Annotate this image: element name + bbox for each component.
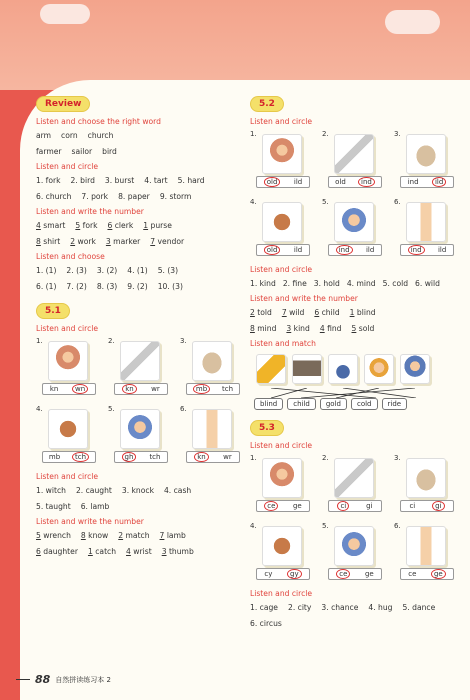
item-number: 6. bbox=[394, 522, 401, 530]
answer-item: 1. kind bbox=[250, 279, 276, 288]
answer-item: 3. (2) bbox=[96, 266, 118, 275]
item-picture bbox=[262, 526, 302, 566]
option-text: ind bbox=[358, 177, 375, 187]
answer-number: 8 bbox=[80, 531, 86, 540]
answer-word: clerk bbox=[114, 221, 134, 230]
answer-word: daughter bbox=[43, 547, 78, 556]
footer-rule bbox=[16, 679, 30, 680]
picture-item bbox=[322, 522, 388, 584]
answer-number: 2 bbox=[70, 237, 76, 246]
option-box bbox=[328, 176, 382, 188]
answer-item: 2. bird bbox=[70, 176, 95, 185]
answer-word: work bbox=[77, 237, 96, 246]
picture-grid bbox=[250, 130, 450, 260]
number-answer bbox=[143, 220, 172, 231]
picture-item bbox=[394, 522, 460, 584]
match-word: ride bbox=[382, 398, 408, 410]
answer-word: fork bbox=[82, 221, 98, 230]
option-text: ge bbox=[431, 569, 446, 579]
answer-word: smart bbox=[43, 221, 66, 230]
number-answer bbox=[81, 530, 108, 541]
right-column bbox=[250, 96, 450, 634]
answer-number: 4 bbox=[319, 324, 325, 333]
answer-row bbox=[36, 220, 236, 231]
answer-item: 7. (2) bbox=[66, 282, 87, 291]
section-heading: Listen and circle bbox=[250, 589, 313, 598]
item-number: 2. bbox=[322, 130, 329, 138]
answer-item: 7. pork bbox=[81, 192, 109, 201]
item-picture bbox=[334, 526, 374, 566]
number-answer bbox=[107, 220, 133, 231]
item-number: 6. bbox=[394, 198, 401, 206]
answer-number: 1 bbox=[143, 221, 149, 230]
answer-number: 7 bbox=[281, 308, 287, 317]
option-box bbox=[256, 244, 310, 256]
answer-item: 1. cage bbox=[250, 603, 278, 612]
item-picture bbox=[334, 134, 374, 174]
section-heading: Listen and circle bbox=[250, 265, 313, 274]
number-answer bbox=[160, 530, 186, 541]
top-band bbox=[0, 0, 470, 90]
answer-number: 6 bbox=[107, 221, 113, 230]
section-heading: Listen and circle bbox=[36, 472, 99, 481]
answer-item: 5. cold bbox=[382, 279, 409, 288]
answer-number: 6 bbox=[36, 547, 41, 556]
answer-row bbox=[36, 191, 236, 202]
answer-word: thumb bbox=[168, 547, 194, 556]
item-number: 4. bbox=[36, 405, 43, 413]
option-box bbox=[328, 244, 382, 256]
answer-word: lamb bbox=[166, 531, 186, 540]
picture-item bbox=[250, 198, 316, 260]
answer-number: 6 bbox=[314, 308, 320, 317]
answer-item: 1. witch bbox=[36, 486, 66, 495]
number-answer bbox=[36, 220, 65, 231]
option-text: wr bbox=[151, 385, 160, 393]
picture-item bbox=[394, 454, 460, 516]
item-number: 2. bbox=[108, 337, 115, 345]
answer-item: 5. (3) bbox=[157, 266, 179, 275]
cloud-decoration bbox=[385, 10, 440, 34]
option-text: ce bbox=[264, 501, 278, 511]
answer-number: 5 bbox=[75, 221, 81, 230]
match-word: blind bbox=[254, 398, 283, 410]
picture-item bbox=[250, 130, 316, 192]
item-picture bbox=[406, 202, 446, 242]
section-heading: Listen and write the number bbox=[250, 294, 358, 303]
answer-item: 3. burst bbox=[104, 176, 135, 185]
section-heading: Listen and match bbox=[250, 339, 316, 348]
answer-row bbox=[36, 175, 236, 186]
number-answer bbox=[118, 530, 149, 541]
item-number: 6. bbox=[180, 405, 187, 413]
item-number: 2. bbox=[322, 454, 329, 462]
number-answer bbox=[350, 307, 376, 318]
cyclist-picture bbox=[328, 354, 358, 384]
item-number: 1. bbox=[36, 337, 43, 345]
answer-row bbox=[36, 546, 236, 557]
answer-item: 3. knock bbox=[121, 486, 154, 495]
option-text: ge bbox=[364, 570, 374, 578]
answer-word: match bbox=[125, 531, 150, 540]
answer-item: 3. chance bbox=[321, 603, 359, 612]
option-text: mb bbox=[48, 453, 61, 461]
answer-item: 9. (2) bbox=[127, 282, 148, 291]
item-picture bbox=[192, 409, 232, 449]
option-box bbox=[42, 451, 96, 463]
number-answer bbox=[352, 323, 375, 334]
picture-item bbox=[322, 198, 388, 260]
answer-item: 6. circus bbox=[250, 619, 282, 628]
option-text: gy bbox=[287, 569, 302, 579]
option-box bbox=[42, 383, 96, 395]
option-text: ce bbox=[336, 569, 350, 579]
item-picture bbox=[406, 458, 446, 498]
answer-word: child bbox=[321, 308, 340, 317]
answer-number: 8 bbox=[36, 237, 41, 246]
item-picture bbox=[334, 458, 374, 498]
option-text: wn bbox=[72, 384, 88, 394]
picture-grid bbox=[36, 337, 236, 467]
item-number: 4. bbox=[250, 198, 257, 206]
item-picture bbox=[406, 134, 446, 174]
number-answer bbox=[88, 546, 116, 557]
answer-number: 2 bbox=[250, 308, 255, 317]
option-text: ind bbox=[408, 245, 425, 255]
picture-grid bbox=[250, 454, 450, 584]
answer-row bbox=[36, 501, 236, 512]
answer-word: purse bbox=[150, 221, 172, 230]
number-answer bbox=[36, 546, 78, 557]
section-heading: Listen and choose bbox=[36, 252, 105, 261]
answer-item: 4. (1) bbox=[127, 266, 148, 275]
page-number: 88 bbox=[35, 673, 51, 686]
section-heading: Listen and circle bbox=[36, 162, 99, 171]
option-text: ild bbox=[293, 246, 303, 254]
option-box bbox=[256, 176, 310, 188]
option-text: wr bbox=[223, 453, 232, 461]
item-number: 5. bbox=[108, 405, 115, 413]
item-picture bbox=[120, 341, 160, 381]
answer-word: vendor bbox=[157, 237, 185, 246]
answer-row bbox=[250, 618, 450, 629]
answer-number: 2 bbox=[118, 531, 124, 540]
answer-number: 3 bbox=[161, 547, 167, 556]
unit-5-2-badge: 5.2 bbox=[250, 96, 284, 112]
answer-item: 4. cash bbox=[163, 486, 192, 495]
answer-item: 10. (3) bbox=[157, 282, 183, 291]
item-number: 3. bbox=[394, 454, 401, 462]
answer-number: 5 bbox=[36, 531, 41, 540]
answer-row bbox=[250, 323, 450, 334]
picture-item bbox=[322, 130, 388, 192]
picture-item bbox=[250, 522, 316, 584]
section-heading: Listen and write the number bbox=[36, 207, 144, 216]
picture-item bbox=[394, 130, 460, 192]
option-text: gi bbox=[366, 502, 373, 510]
answer-item: 8. (3) bbox=[96, 282, 118, 291]
picture-item bbox=[36, 405, 102, 467]
answer-item: church bbox=[87, 131, 114, 140]
answer-number: 3 bbox=[105, 237, 111, 246]
answer-row bbox=[36, 236, 236, 247]
answer-item: 1. fork bbox=[36, 176, 61, 185]
number-answer bbox=[162, 546, 194, 557]
option-text: gi bbox=[432, 501, 444, 511]
option-box bbox=[114, 383, 168, 395]
answer-row bbox=[36, 265, 236, 276]
picture-item bbox=[322, 454, 388, 516]
number-answer bbox=[282, 307, 305, 318]
answer-word: find bbox=[327, 324, 342, 333]
answer-item: 6. church bbox=[36, 192, 72, 201]
answer-item: 5. dance bbox=[402, 603, 436, 612]
answer-word: wrench bbox=[43, 531, 71, 540]
match-word: cold bbox=[351, 398, 378, 410]
answer-item: 4. tart bbox=[144, 176, 168, 185]
option-text: ild bbox=[293, 178, 303, 186]
answer-word: sold bbox=[358, 324, 375, 333]
picture-item bbox=[180, 405, 246, 467]
picture-item bbox=[108, 337, 174, 399]
answer-word: told bbox=[257, 308, 272, 317]
book-title: 自然拼读练习本 2 bbox=[55, 675, 111, 684]
answer-item: 4. hug bbox=[368, 603, 393, 612]
match-word: gold bbox=[320, 398, 347, 410]
number-answer bbox=[75, 220, 97, 231]
answer-word: know bbox=[88, 531, 109, 540]
answer-number: 1 bbox=[349, 308, 355, 317]
unit-5-3-badge: 5.3 bbox=[250, 420, 284, 436]
answer-number: 4 bbox=[36, 221, 41, 230]
number-answer bbox=[126, 546, 152, 557]
answer-word: shirt bbox=[43, 237, 61, 246]
option-box bbox=[328, 568, 382, 580]
option-text: tch bbox=[222, 385, 234, 393]
answer-item: 2. city bbox=[287, 603, 312, 612]
picture-item bbox=[108, 405, 174, 467]
option-text: kn bbox=[194, 452, 209, 462]
section-heading: Listen and circle bbox=[36, 324, 99, 333]
answer-item: 6. (1) bbox=[36, 282, 57, 291]
item-picture bbox=[262, 458, 302, 498]
review-badge: Review bbox=[36, 96, 90, 112]
section-heading: Listen and circle bbox=[250, 117, 313, 126]
option-text: ci bbox=[409, 502, 416, 510]
picture-item bbox=[394, 198, 460, 260]
answer-row bbox=[250, 307, 450, 318]
answer-row bbox=[36, 130, 236, 141]
match-word: child bbox=[287, 398, 316, 410]
answer-number: 8 bbox=[250, 324, 255, 333]
answer-word: blind bbox=[356, 308, 376, 317]
option-text: ild bbox=[432, 177, 446, 187]
option-box bbox=[400, 244, 454, 256]
number-answer bbox=[106, 236, 140, 247]
child-picture bbox=[400, 354, 430, 384]
answer-word: catch bbox=[95, 547, 117, 556]
section-heading: Listen and write the number bbox=[36, 517, 144, 526]
answer-item: corn bbox=[61, 131, 78, 140]
match-lines bbox=[256, 388, 466, 398]
option-text: ge bbox=[292, 502, 302, 510]
answer-item: sailor bbox=[71, 147, 93, 156]
picture-item bbox=[250, 454, 316, 516]
page-footer bbox=[16, 673, 111, 686]
number-answer bbox=[70, 236, 96, 247]
option-text: tch bbox=[149, 453, 161, 461]
answer-item: 5. taught bbox=[36, 502, 71, 511]
number-answer bbox=[36, 236, 60, 247]
answer-item: 3. hold bbox=[313, 279, 340, 288]
answer-item: 2. caught bbox=[75, 486, 112, 495]
answer-item: 4. mind bbox=[346, 279, 376, 288]
option-text: tch bbox=[72, 452, 89, 462]
option-text: gh bbox=[122, 452, 137, 462]
answer-number: 1 bbox=[87, 547, 93, 556]
option-box bbox=[256, 500, 310, 512]
answer-number: 3 bbox=[286, 324, 292, 333]
option-box bbox=[328, 500, 382, 512]
answer-row bbox=[36, 485, 236, 496]
item-number: 1. bbox=[250, 130, 257, 138]
option-text: old bbox=[264, 245, 281, 255]
item-picture bbox=[192, 341, 232, 381]
gold-bars-picture bbox=[256, 354, 286, 384]
answer-item: 9. storm bbox=[159, 192, 192, 201]
answer-row bbox=[36, 146, 236, 157]
option-text: ild bbox=[365, 246, 375, 254]
answer-item: 1. (1) bbox=[36, 266, 57, 275]
answer-word: mind bbox=[257, 324, 277, 333]
answer-word: wild bbox=[289, 308, 305, 317]
answer-number: 7 bbox=[150, 237, 156, 246]
match-pictures bbox=[256, 354, 450, 384]
number-answer bbox=[314, 307, 339, 318]
item-picture bbox=[262, 134, 302, 174]
cold-child-picture bbox=[364, 354, 394, 384]
item-number: 3. bbox=[394, 130, 401, 138]
answer-word: kind bbox=[293, 324, 310, 333]
option-box bbox=[186, 451, 240, 463]
answer-row bbox=[36, 281, 236, 292]
option-box bbox=[114, 451, 168, 463]
option-box bbox=[400, 500, 454, 512]
item-number: 5. bbox=[322, 522, 329, 530]
option-text: ild bbox=[437, 246, 447, 254]
answer-word: marker bbox=[113, 237, 141, 246]
answer-number: 5 bbox=[351, 324, 357, 333]
option-box bbox=[400, 568, 454, 580]
answer-row bbox=[36, 530, 236, 541]
answer-row bbox=[250, 602, 450, 613]
blind-man-picture bbox=[292, 354, 322, 384]
item-picture bbox=[334, 202, 374, 242]
option-box bbox=[256, 568, 310, 580]
item-number: 5. bbox=[322, 198, 329, 206]
answer-item: 6. wild bbox=[415, 279, 440, 288]
answer-number: 4 bbox=[126, 547, 131, 556]
number-answer bbox=[250, 323, 276, 334]
option-text: kn bbox=[49, 385, 59, 393]
answer-item: arm bbox=[36, 131, 52, 140]
cloud-decoration bbox=[40, 4, 90, 24]
item-picture bbox=[262, 202, 302, 242]
answer-item: 5. hard bbox=[177, 176, 205, 185]
item-picture bbox=[120, 409, 160, 449]
left-column bbox=[36, 96, 236, 562]
answer-item: 2. (3) bbox=[66, 266, 87, 275]
answer-number: 7 bbox=[159, 531, 165, 540]
item-number: 4. bbox=[250, 522, 257, 530]
option-text: ind bbox=[336, 245, 353, 255]
section-heading: Listen and choose the right word bbox=[36, 117, 161, 126]
option-text: old bbox=[335, 178, 346, 186]
answer-item: bird bbox=[102, 147, 117, 156]
number-answer bbox=[250, 307, 272, 318]
number-answer bbox=[36, 530, 71, 541]
number-answer bbox=[150, 236, 184, 247]
option-text: kn bbox=[122, 384, 137, 394]
item-picture bbox=[48, 341, 88, 381]
answer-item: 2. fine bbox=[282, 279, 307, 288]
picture-item bbox=[36, 337, 102, 399]
match-words bbox=[254, 398, 450, 410]
item-picture bbox=[48, 409, 88, 449]
item-picture bbox=[406, 526, 446, 566]
option-text: ci bbox=[337, 501, 349, 511]
option-text: old bbox=[264, 177, 281, 187]
option-text: ind bbox=[407, 178, 419, 186]
option-text: cy bbox=[264, 570, 273, 578]
answer-item: 8. paper bbox=[118, 192, 150, 201]
answer-item: farmer bbox=[36, 147, 62, 156]
item-number: 3. bbox=[180, 337, 187, 345]
number-answer bbox=[320, 323, 342, 334]
unit-5-1-badge: 5.1 bbox=[36, 303, 70, 319]
option-box bbox=[400, 176, 454, 188]
answer-row bbox=[250, 278, 450, 289]
option-box bbox=[186, 383, 240, 395]
section-heading: Listen and circle bbox=[250, 441, 313, 450]
answer-item: 6. lamb bbox=[80, 502, 110, 511]
number-answer bbox=[286, 323, 309, 334]
option-text: ce bbox=[408, 570, 417, 578]
picture-item bbox=[180, 337, 246, 399]
item-number: 1. bbox=[250, 454, 257, 462]
answer-word: wrist bbox=[133, 547, 152, 556]
option-text: mb bbox=[193, 384, 210, 394]
